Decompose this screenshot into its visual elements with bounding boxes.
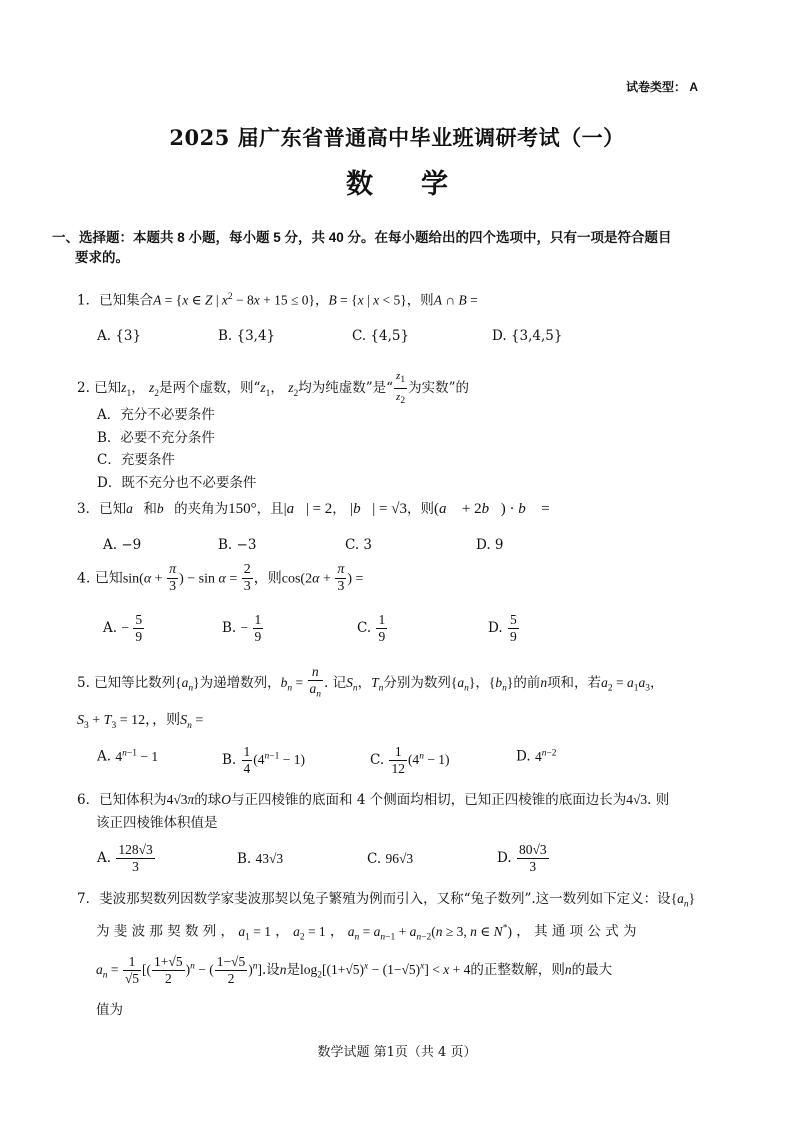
question-number: 2.	[77, 380, 95, 397]
question-text: ，则	[406, 292, 434, 309]
q1-option-d[interactable]: D. {3,4,5}	[492, 328, 563, 344]
question-text: 已知	[94, 380, 122, 397]
question-text: 与正四棱锥的底面和 4 个侧面均相切，已知正四棱锥的底面边长为	[231, 792, 627, 808]
q6-option-a[interactable]: A. $\frac{128√3}{3}$	[97, 842, 153, 874]
question-text: 和	[143, 501, 157, 517]
q5-option-d[interactable]: D. $4^{n-2}$	[516, 748, 557, 765]
q2-option-a[interactable]: A．充分不必要条件	[97, 407, 215, 423]
question-text: 已知等比数列	[94, 674, 176, 691]
question-text: 为 斐 波 那 契 数 列 ，	[96, 923, 235, 940]
question-text: ，则	[152, 712, 181, 728]
page-footer: 数学试题 第1页（共 4 页）	[317, 1045, 477, 1060]
question-5: 5. 已知等比数列$\{a_n\}$为递增数列，$b_n$ = $\frac{n}{a_n}$ . 记$S_n$，$T_n$分别为数列$\{a_n\}$，$\{b_n\}$的前n项和，若$a_2 = a_1a_3$，	[77, 664, 664, 700]
question-4: 4. 已知sin(α + $\frac{\pi}{3}$ ) − sin α = $\frac{2}{3}$ ，则cos(2α + $\frac{\pi}{3}$ ) =	[77, 562, 364, 594]
q1-option-c[interactable]: C. {4,5}	[352, 328, 410, 344]
q4-option-d[interactable]: D. $\frac{5}{9}$	[488, 612, 517, 644]
question-text: .设	[261, 962, 280, 978]
question-2: 2. 已知$z_1$， $z_2$是两个虚数，则“$z_1$， $z_2$均为纯虚数”是“ $\frac{z_1}{z_2}$ 为实数”的	[77, 370, 469, 407]
question-7-line2: 为 斐 波 那 契 数 列 ， $a_1 = 1$ ， $a_2 = 1$ ， $a_n = a_{n-1} + a_{n-2}(n \ge 3$, n ∈ N*) ， 其 通 项 公 式 为	[96, 923, 637, 943]
q5-option-c[interactable]: C. $\frac{1}{12}$ $(4^n - 1)$	[370, 744, 450, 776]
question-number: 1．	[77, 292, 100, 309]
question-text: 是	[286, 962, 301, 978]
question-text: 是两个虚数，则“	[159, 380, 261, 397]
q5-option-b[interactable]: B. $\frac{1}{4}$ $(4^{n-1} - 1)$	[222, 744, 305, 776]
subject-title: 数学	[346, 169, 496, 200]
question-7: 7．斐波那契数列因数学家斐波那契以兔子繁殖为例而引入，又称“兔子数列”.这一数列如下定义：设$\{a_n\}$	[77, 891, 696, 910]
question-3: 3．已知a⃗和b⃗的夹角为150°，且|a⃗| = 2， |b⃗| = √3，则(a⃗ + 2b⃗) · b⃗ =	[77, 501, 550, 517]
question-text: 斐波那契数列因数学家斐波那契以兔子繁殖为例而引入，又称“兔子数列”.这一数列如下定义：设	[99, 891, 671, 907]
question-text: 分别为数列	[383, 674, 451, 691]
q2-option-d[interactable]: D．既不充分也不必要条件	[97, 475, 257, 491]
question-text: 已知集合	[99, 292, 154, 309]
question-text: 的前	[513, 674, 541, 691]
question-number: 5.	[77, 674, 95, 691]
q6-option-b[interactable]: B. 43√3	[237, 851, 284, 867]
question-text: 的夹角为	[174, 501, 229, 517]
q4-option-c[interactable]: C. $\frac{1}{9}$	[357, 612, 386, 644]
q2-option-c[interactable]: C．充要条件	[97, 452, 175, 468]
question-1: 1．已知集合A = {x ∈ Z | $x^2 - 8x + 15 \le 0$}，B = {x | x < 5}，则A ∩ B =	[77, 292, 478, 309]
question-text: 的球	[194, 792, 222, 808]
paper-type-label: 试卷类型： A	[625, 80, 698, 94]
question-text: 的最大	[571, 962, 613, 978]
question-number: 6．	[77, 792, 100, 808]
question-text: ， 其 通 项 公 式 为	[516, 923, 637, 940]
q5-option-a[interactable]: A. $4^{n-1} - 1$	[97, 748, 159, 765]
question-6-line2: 该正四棱锥体积值是	[96, 815, 218, 831]
question-number: 7．	[77, 891, 100, 907]
q3-option-b[interactable]: B. −3	[218, 537, 257, 553]
question-text: 的正整数解，则	[470, 962, 565, 978]
question-text: . 记	[324, 674, 347, 691]
question-7-line4: 值为	[96, 1002, 123, 1018]
question-text: 已知	[99, 501, 127, 517]
q3-option-d[interactable]: D. 9	[476, 537, 504, 553]
q1-option-a[interactable]: A. {3}	[97, 328, 142, 344]
exam-title: 2025 届广东省普通高中毕业班调研考试（一）	[169, 125, 625, 150]
q6-option-c[interactable]: C. 96√3	[367, 851, 414, 867]
question-6: 6．已知体积为4√3π的球O与正四棱锥的底面和 4 个侧面均相切，已知正四棱锥的底面边长为4√3. 则	[77, 792, 670, 808]
question-text: ，则	[406, 501, 434, 517]
q3-option-c[interactable]: C. 3	[345, 537, 373, 553]
section-heading-line1: 一、选择题：本题共 8 小题，每小题 5 分，共 40 分。在每小题给出的四个选项中，只有一项是符合题目	[52, 230, 672, 245]
q1-option-b[interactable]: B. {3,4}	[218, 328, 276, 344]
question-text: 项和，若	[547, 674, 602, 691]
section-heading	[52, 228, 752, 268]
question-text: . 则	[647, 792, 670, 808]
question-7-line3: $a_n$ = $\frac{1}{√5}$ [( $\frac{1+√5}{2}$ )$^n$ − ( $\frac{1-√5}{2}$ )$^n$].设n是$\log_2[(1+√5)^x - (1-√5)^x] < x + 4$的正整数解，则n的最大	[96, 954, 613, 986]
q4-option-a[interactable]: A. − $\frac{5}{9}$	[103, 612, 143, 644]
question-text: ，且	[256, 501, 284, 517]
q3-option-a[interactable]: A. −9	[103, 537, 142, 553]
section-heading-line2: 要求的。	[75, 250, 129, 265]
q2-option-b[interactable]: B．必要不充分条件	[97, 430, 215, 446]
question-text: 已知体积为	[99, 792, 167, 808]
question-number: 3．	[77, 501, 100, 517]
question-text: 为递增数列，	[199, 674, 281, 691]
question-text: 已知	[94, 570, 123, 587]
q4-option-b[interactable]: B. − $\frac{1}{9}$	[222, 612, 262, 644]
question-number: 4.	[77, 570, 95, 587]
question-text: 均为纯虚数”是“	[298, 380, 394, 397]
question-5-line2: $S_3 + T_3 = 12$，，则$S_n$ =	[77, 712, 204, 731]
question-text: 为实数”的	[408, 380, 469, 397]
question-text: ，则	[253, 570, 282, 587]
q6-option-d[interactable]: D. $\frac{80√3}{3}$	[497, 842, 547, 874]
